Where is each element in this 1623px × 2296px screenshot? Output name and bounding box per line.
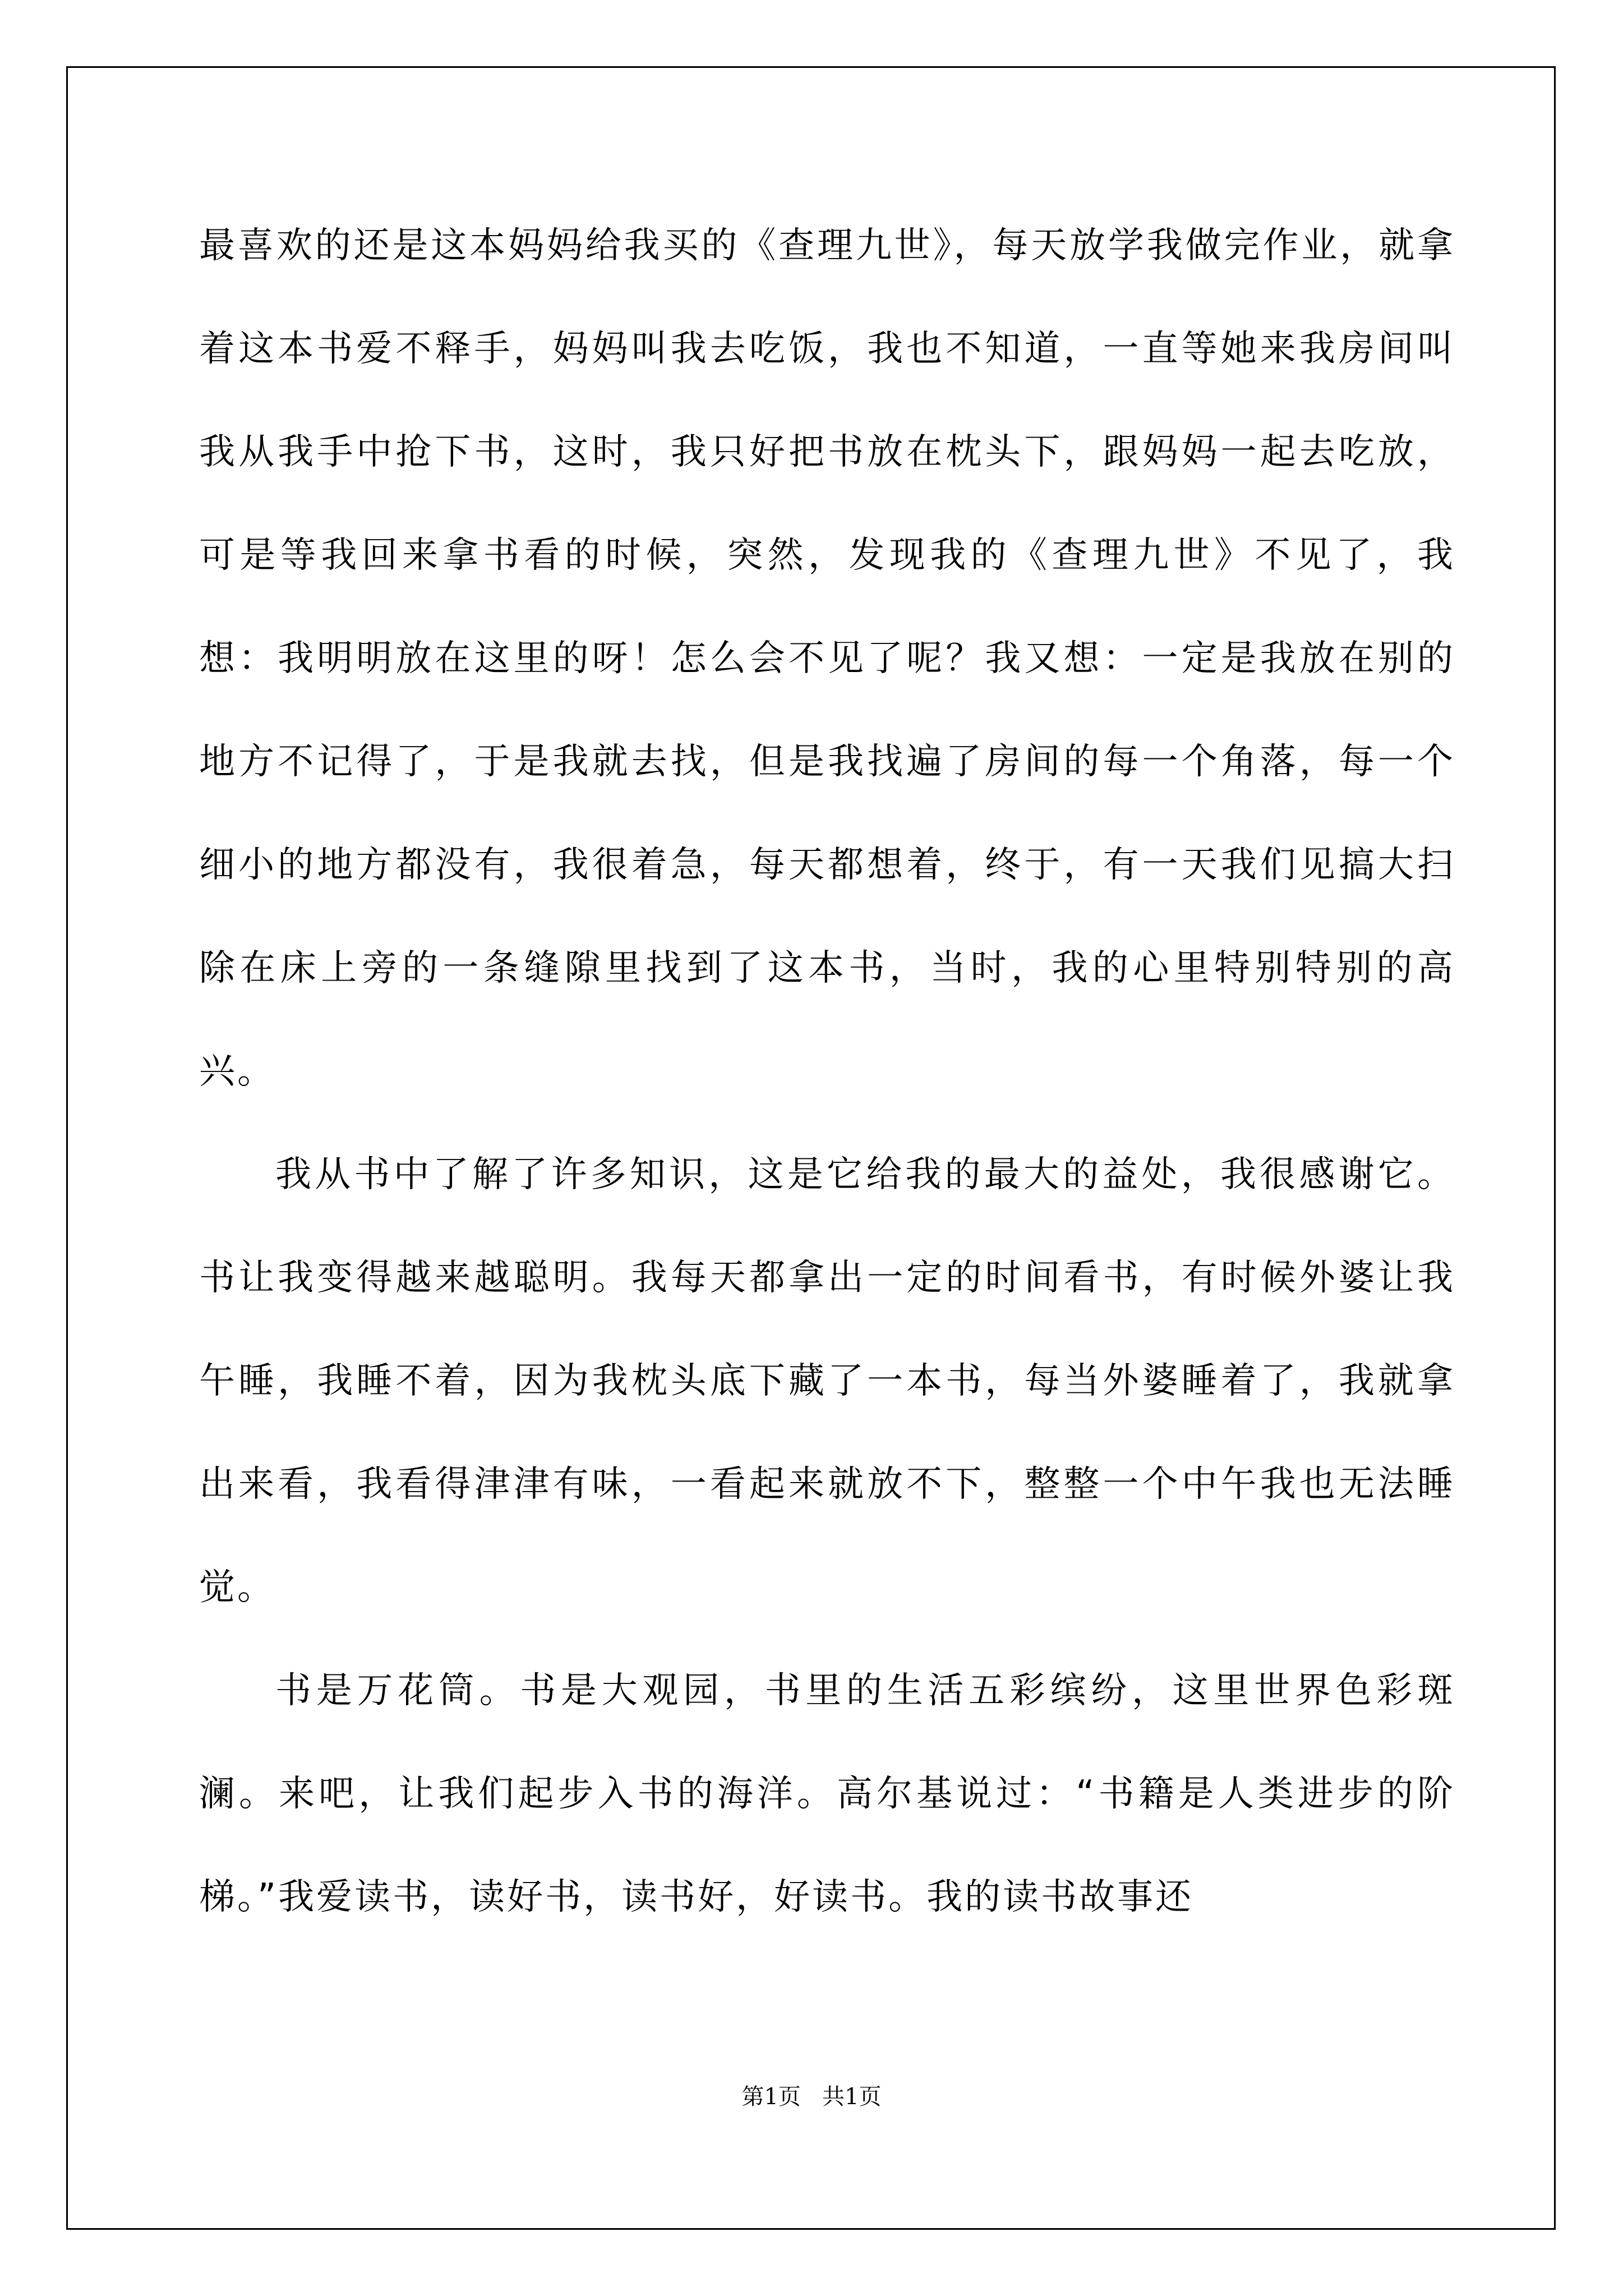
paragraph-3: 书是万花筒。书是大观园，书里的生活五彩缤纷，这里世界色彩斑澜。来吧，让我们起步入书的海洋。高尔基说过：“书籍是人类进步的阶梯。”我爱读书，读好书，读书好，好读书。我的读书故事还: [199, 1670, 1455, 1918]
page-footer: 第1页 共1页: [741, 2084, 882, 2110]
document-body: [199, 194, 1455, 1949]
paragraph-2: 我从书中了解了许多知识，这是它给我的最大的益处，我很感谢它。书让我变得越来越聪明。我每天都拿出一定的时间看书，有时候外婆让我午睡，我睡不着，因为我枕头底下藏了一本书，每当外婆睡着了，我就拿出来看，我看得津津有味，一看起来就放不下，整整一个中午我也无法睡觉。: [199, 1154, 1455, 1608]
paragraph-1: 最喜欢的还是这本妈妈给我买的《查理九世》，每天放学我做完作业，就拿着这本书爱不释手，妈妈叫我去吃饭，我也不知道，一直等她来我房间叫我从我手中抢下书，这时，我只好把书放在枕头下，跟妈妈一起去吃放，可是等我回来拿书看的时候，突然，发现我的《查理九世》不见了，我想：我明明放在这里的呀！怎么会不见了呢？我又想：一定是我放在别的地方不记得了，于是我就去找，但是我找遍了房间的每一个角落，每一个细小的地方都没有，我很着急，每天都想着，终于，有一天我们见搞大扫除在床上旁的一条缝隙里找到了这本书，当时，我的心里特别特别的高兴。: [199, 225, 1455, 1092]
